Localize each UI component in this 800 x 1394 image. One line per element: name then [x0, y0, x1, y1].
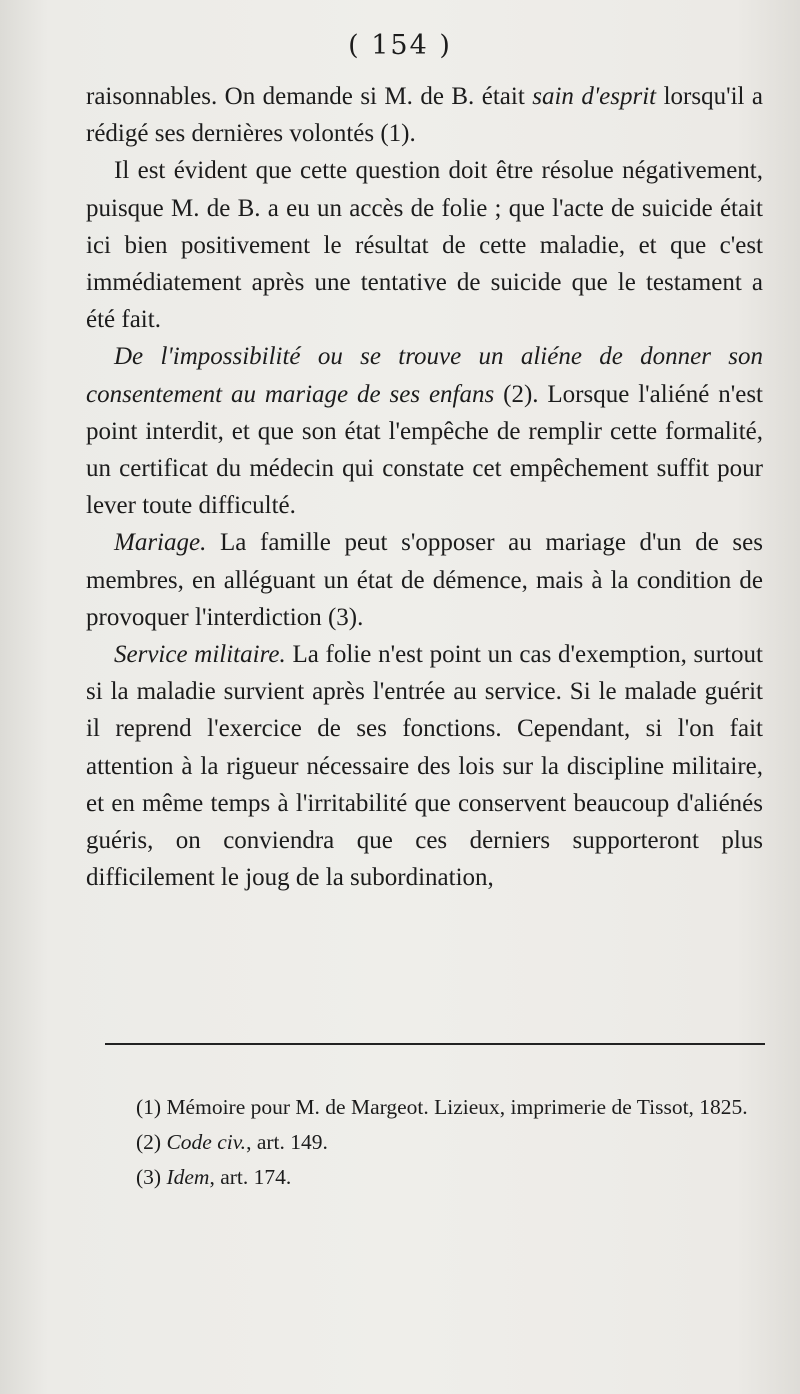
italic-span: sain d'esprit — [532, 83, 657, 110]
italic-span: De l'impossibilité ou se trouve un aliéne de donner son consentement au mariage de ses enfans — [86, 343, 763, 408]
italic-span: Code civ. — [166, 1130, 247, 1154]
text-span: (2). Lorsque l'aliéné n'est point interdit, et que son état l'empêche de remplir cette formalité, un certificat du médecin qui constate cet empêchement suffit pour lever toute difficulté. — [86, 380, 763, 520]
italic-span: Idem — [166, 1165, 210, 1189]
text-span: (1) Mémoire pour M. de Margeot. Lizieux, imprimerie de Tissot, 1825. — [136, 1095, 748, 1119]
text-span: Il est évident que cette question doit être résolue négativement, puisque M. de B. a eu un accès de folie ; que l'acte de suicide était ici bien positivement le résultat de cette maladie, et que c'est immédiatement après une tentative de suicide que le testament a été fait. — [86, 157, 763, 334]
italic-span: Service militaire. — [114, 641, 286, 669]
paragraph-3 — [86, 338, 763, 524]
text-span: , art. 174. — [209, 1165, 292, 1189]
text-span: (3) — [136, 1165, 167, 1189]
page-number: ( 154 ) — [348, 30, 452, 61]
paragraph-4 — [86, 524, 763, 636]
paragraph-2 — [86, 152, 763, 338]
footnote-2 — [106, 1125, 766, 1160]
footnote-1 — [106, 1090, 766, 1125]
text-span: (2) — [136, 1130, 167, 1154]
paragraph-1 — [86, 78, 763, 152]
footnote-3 — [106, 1160, 766, 1195]
text-span: La folie n'est point un cas d'exemption, surtout si la maladie survient après l'entrée au service. Si le malade guérit il reprend l'exercice de ses fonctions. Cependant, si l'on fait attention à la rigueur nécessaire des lois sur la discipline militaire, et en même temps à l'irritabilité que conservent beaucoup d'aliénés guéris, on conviendra que ces derniers supporteront plus difficilement le joug de la subordination, — [86, 641, 763, 892]
italic-span: Mariage. — [114, 529, 207, 557]
text-span: La famille peut s'opposer au mariage d'un de ses membres, en alléguant un état de démence, mais à la condition de provoquer l'interdiction (3). — [86, 529, 763, 631]
body-text — [86, 78, 763, 896]
footnotes — [106, 1090, 766, 1195]
text-span: , art. 149. — [246, 1130, 328, 1154]
text-span: raisonnables. On demande si M. de B. était — [86, 83, 533, 110]
footnote-divider — [105, 1043, 765, 1045]
text-span: lorsqu'il a rédigé ses dernières volontés (1). — [86, 83, 763, 148]
paragraph-5 — [86, 636, 763, 896]
